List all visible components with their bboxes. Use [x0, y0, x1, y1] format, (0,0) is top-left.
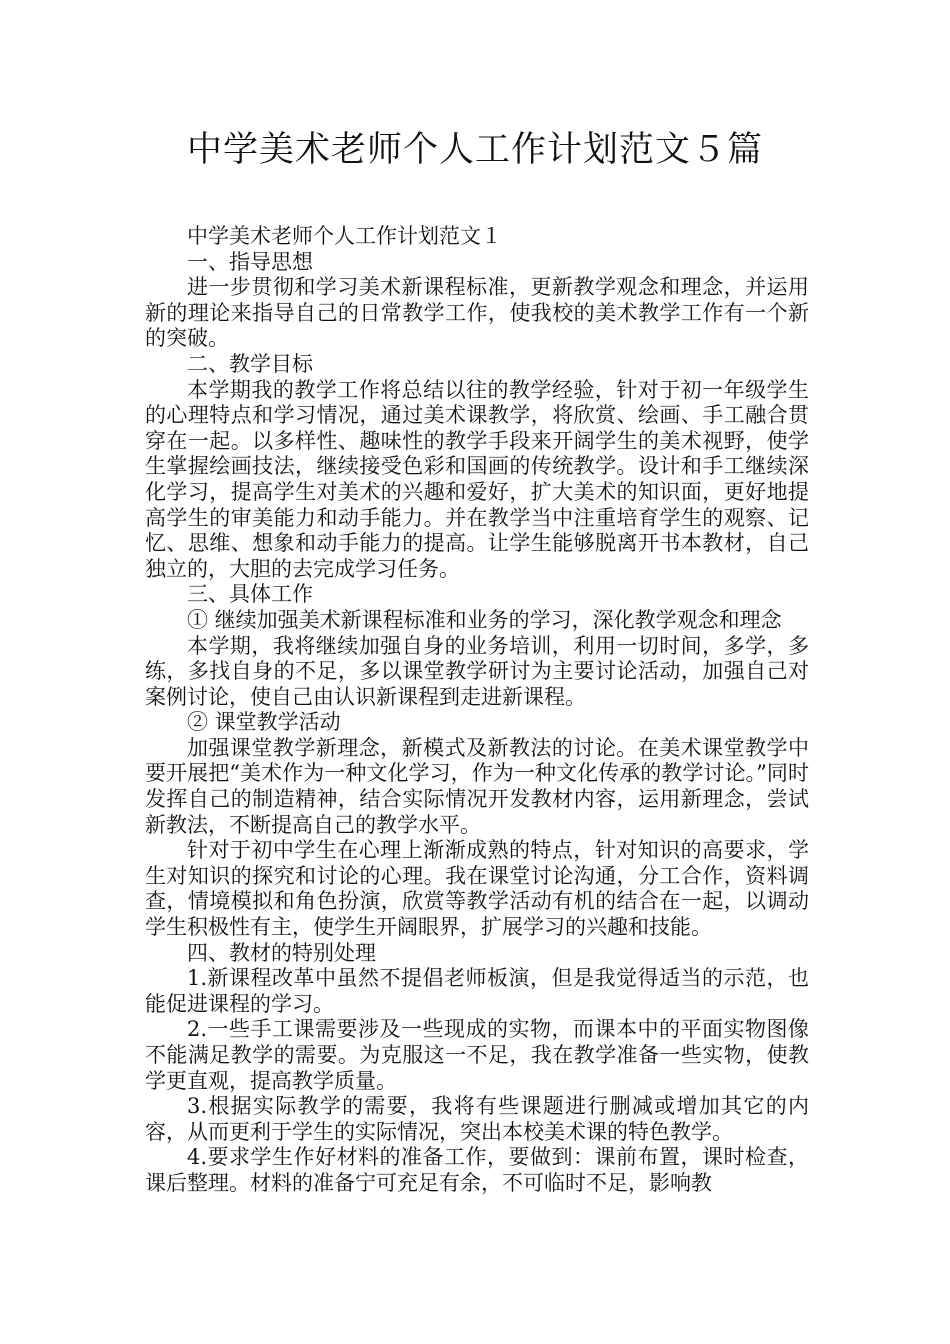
subheading: ① 继续加强美术新课程标准和业务的学习，深化教学观念和理念	[187, 607, 782, 632]
document-title: 中学美术老师个人工作计划范文５篇	[186, 130, 763, 170]
heading-specific-work: 三、具体工作	[187, 582, 313, 607]
list-item: 3.根据实际教学的需要，我将有些课题进行删减或增加其它的内容，从而更利于学生的实际情况，突出本校美术课的特色教学。	[145, 1094, 809, 1144]
document-body	[145, 224, 809, 1197]
paragraph: 加强课堂教学新理念，新模式及新教法的讨论。在美术课堂教学中要开展把“美术作为一种文化学习，作为一种文化传承的教学讨论。”同时发挥自己的制造精神，结合实际情况开发教材内容，运用新理念，尝试新教法，不断提高自己的教学水平。	[145, 735, 809, 837]
paragraph: 本学期我的教学工作将总结以往的教学经验，针对于初一年级学生的心理特点和学习情况，通过美术课教学，将欣赏、绘画、手工融合贯穿在一起。以多样性、趣味性的教学手段来开阔学生的美术视野，使学生掌握绘画技法，继续接受色彩和国画的传统教学。设计和手工继续深化学习，提高学生对美术的兴趣和爱好，扩大美术的知识面，更好地提高学生的审美能力和动手能力。并在教学当中注重培育学生的观察、记忆、思维、想象和动手能力的提高。让学生能够脱离开书本教材，自己独立的，大胆的去完成学习任务。	[145, 377, 809, 581]
list-item: 4.要求学生作好材料的准备工作，要做到：课前布置，课时检查，课后整理。材料的准备宁可充足有余，不可临时不足，影响教	[145, 1145, 809, 1195]
list-item: 1.新课程改革中虽然不提倡老师板演，但是我觉得适当的示范，也能促进课程的学习。	[145, 966, 809, 1016]
heading-guiding-thought: 一、指导思想	[187, 249, 313, 274]
list-item: 2.一些手工课需要涉及一些现成的实物，而课本中的平面实物图像不能满足教学的需要。为克服这一不足，我在教学准备一些实物，使教学更直观，提高教学质量。	[145, 1017, 809, 1093]
paragraph: 针对于初中学生在心理上渐渐成熟的特点，针对知识的高要求，学生对知识的探究和讨论的心理。我在课堂讨论沟通，分工合作，资料调查，情境模拟和角色扮演，欣赏等教学活动有机的结合在一起，以调动学生积极性有主，使学生开阔眼界，扩展学习的兴趣和技能。	[145, 838, 809, 940]
paragraph-subtitle: 中学美术老师个人工作计划范文１	[187, 224, 502, 248]
heading-textbook-handling: 四、教材的特别处理	[187, 940, 376, 965]
paragraph: 本学期，我将继续加强自身的业务培训，利用一切时间，多学，多练，多找自身的不足，多以课堂教学研讨为主要讨论活动，加强自己对案例讨论，使自己由认识新课程到走进新课程。	[145, 633, 809, 709]
paragraph: 进一步贯彻和学习美术新课程标准，更新教学观念和理念，并运用新的理论来指导自己的日常教学工作，使我校的美术教学工作有一个新的突破。	[145, 275, 809, 351]
subheading: ② 课堂教学活动	[187, 710, 341, 735]
heading-teaching-goals: 二、教学目标	[187, 351, 313, 376]
